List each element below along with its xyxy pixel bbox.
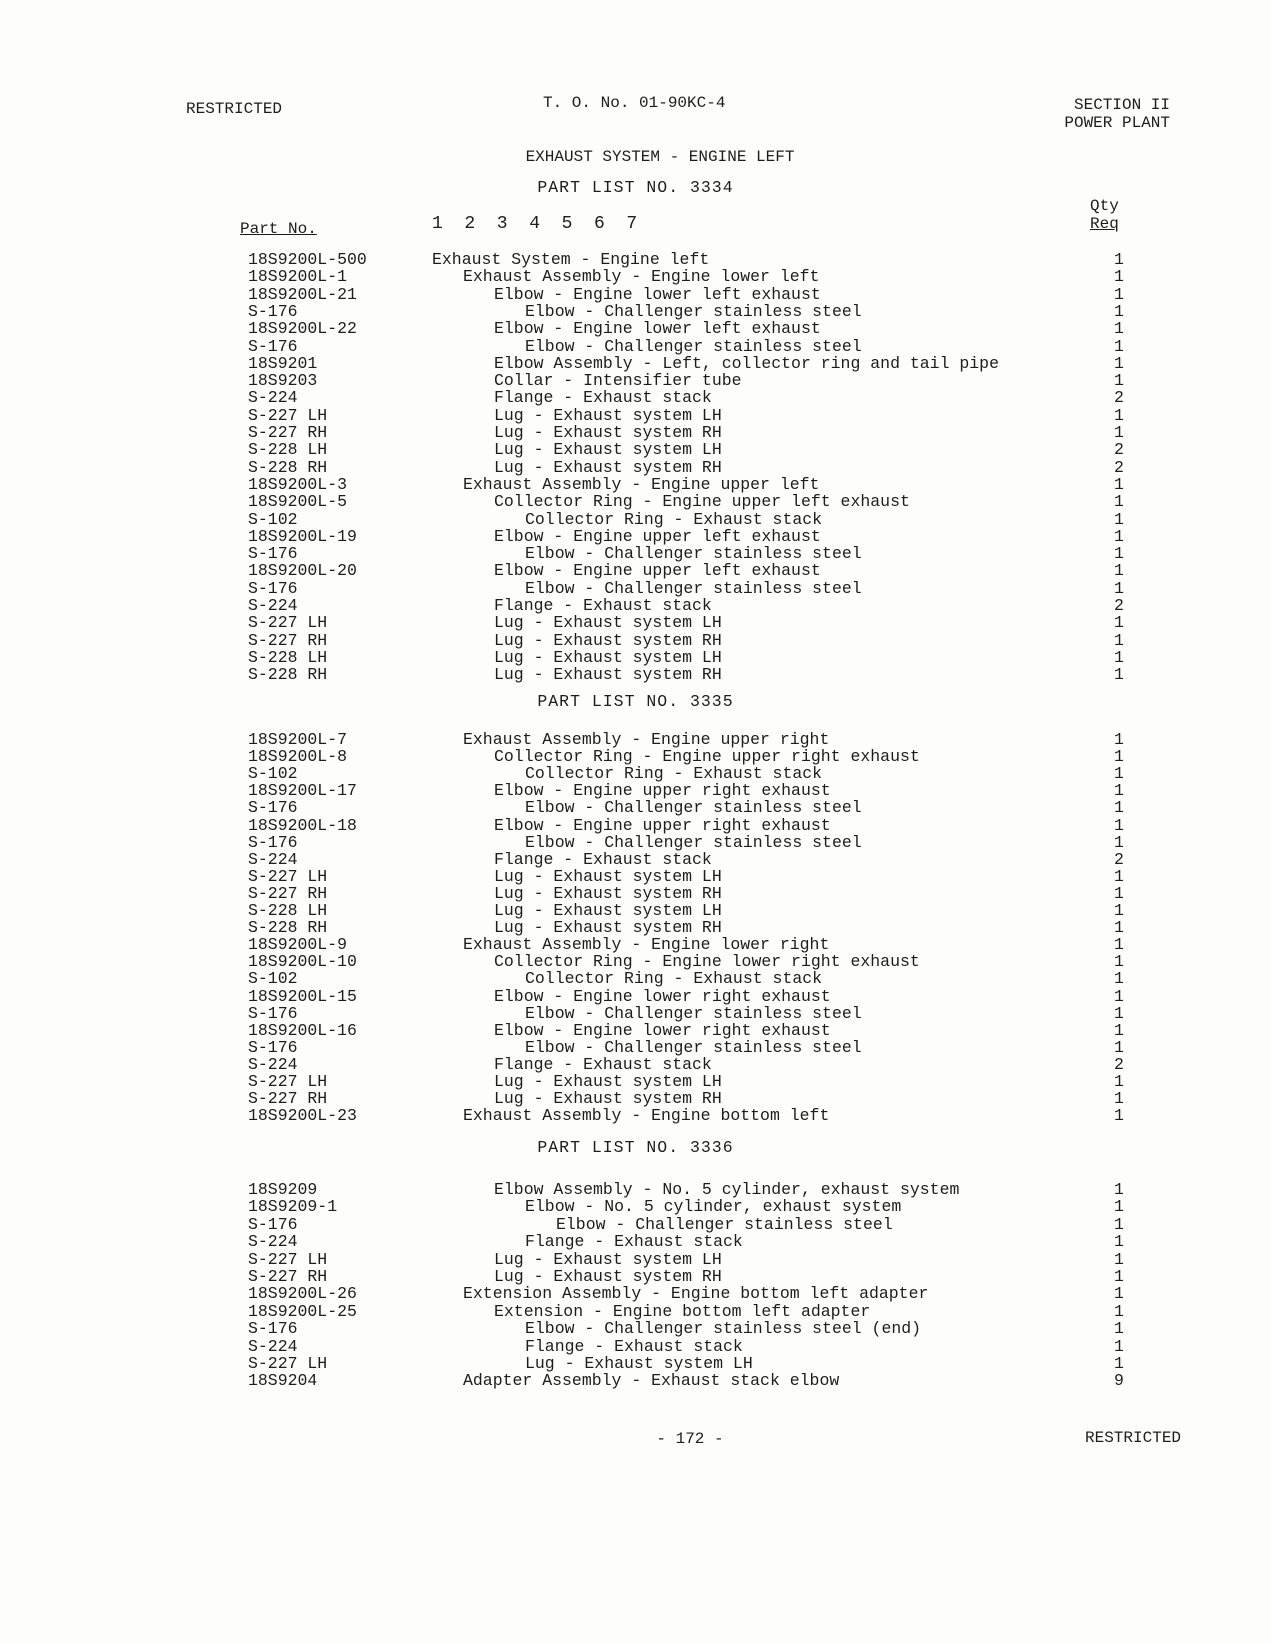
quantity-required: 1 (1114, 630, 1124, 650)
quantity-required: 1 (1114, 832, 1124, 852)
part-number: 18S9200L-21 (248, 284, 357, 304)
table-row (0, 1250, 1271, 1268)
part-number: 18S9209 (248, 1180, 318, 1199)
table-row (0, 884, 1271, 902)
part-description: Elbow Assembly - No. 5 cylinder, exhaust system (494, 1180, 960, 1199)
quantity-required: 1 (1114, 250, 1124, 269)
part-description: Elbow - Challenger stainless steel (525, 336, 862, 356)
part-number: S-227 LH (248, 866, 328, 886)
part-description: Elbow - Challenger stainless steel (525, 544, 862, 564)
quantity-required: 2 (1114, 457, 1124, 477)
quantity-required: 1 (1114, 665, 1124, 685)
part-number: 18S9204 (248, 1371, 318, 1391)
part-number: S-224 (248, 1054, 298, 1074)
part-number: S-176 (248, 798, 298, 818)
part-number: S-227 RH (248, 1089, 328, 1109)
part-description: Lug - Exhaust system LH (525, 1354, 753, 1373)
part-description: Elbow - Challenger stainless steel (525, 798, 862, 818)
quantity-required: 1 (1114, 301, 1124, 321)
table-row (0, 1354, 1271, 1372)
security-marking-top: RESTRICTED (186, 100, 283, 118)
part-description: Collector Ring - Engine upper right exhaust (494, 747, 920, 767)
part-number: 18S9200L-17 (248, 781, 357, 801)
part-number: S-227 LH (248, 1072, 328, 1091)
table-row (0, 1021, 1271, 1039)
quantity-required: 2 (1114, 440, 1124, 460)
part-number: S-228 RH (248, 665, 328, 685)
part-number: 18S9200L-3 (248, 474, 348, 494)
part-description: Lug - Exhaust system RH (494, 457, 722, 477)
quantity-required: 1 (1114, 730, 1124, 749)
table-row (0, 1197, 1271, 1215)
quantity-required: 1 (1114, 1180, 1124, 1199)
part-description: Elbow - Challenger stainless steel (525, 832, 862, 852)
quantity-required: 1 (1114, 336, 1124, 356)
quantity-required: 1 (1114, 798, 1124, 818)
quantity-required: 1 (1114, 1214, 1124, 1234)
quantity-required: 1 (1114, 952, 1124, 972)
part-description: Elbow - Engine upper left exhaust (494, 561, 821, 581)
table-row (0, 648, 1271, 666)
table-row (0, 1371, 1271, 1389)
table-row (0, 458, 1271, 476)
part-number: S-224 (248, 1336, 298, 1356)
part-description: Lug - Exhaust system LH (494, 1249, 722, 1269)
part-description: Exhaust Assembly - Engine upper right (463, 730, 830, 749)
table-row (0, 730, 1271, 748)
part-description: Lug - Exhaust system RH (494, 1089, 722, 1109)
part-number: S-228 LH (248, 901, 328, 920)
part-number: 18S9200L-16 (248, 1020, 357, 1040)
part-number: S-176 (248, 578, 298, 598)
quantity-required: 1 (1114, 1267, 1124, 1286)
table-row (0, 969, 1271, 987)
quantity-required: 1 (1114, 492, 1124, 512)
table-row (0, 781, 1271, 799)
quantity-required: 1 (1114, 613, 1124, 633)
part-number: 18S9200L-20 (248, 561, 357, 581)
table-row (0, 901, 1271, 919)
part-description: Elbow - Challenger stainless steel (525, 301, 862, 321)
table-row (0, 747, 1271, 765)
part-number: 18S9200L-25 (248, 1301, 357, 1321)
table-row (0, 1072, 1271, 1090)
part-description: Extension Assembly - Engine bottom left adapter (463, 1284, 929, 1304)
quantity-required: 1 (1114, 1301, 1124, 1321)
quantity-required: 1 (1114, 747, 1124, 767)
part-number: S-227 LH (248, 613, 328, 633)
table-row (0, 1055, 1271, 1073)
quantity-required: 1 (1114, 764, 1124, 784)
part-number: 18S9200L-19 (248, 526, 357, 546)
part-number: 18S9200L-22 (248, 319, 357, 339)
table-row (0, 1337, 1271, 1355)
quantity-required: 1 (1114, 544, 1124, 564)
table-row (0, 267, 1271, 285)
table-row (0, 285, 1271, 303)
table-row (0, 302, 1271, 320)
part-description: Lug - Exhaust system RH (494, 423, 722, 442)
part-description: Elbow - Engine lower right exhaust (494, 1020, 831, 1040)
part-description: Elbow - Engine lower right exhaust (494, 986, 831, 1006)
part-description: Flange - Exhaust stack (494, 1054, 712, 1074)
table-row (0, 1038, 1271, 1056)
part-number: S-176 (248, 544, 298, 564)
quantity-required: 1 (1114, 284, 1124, 304)
part-number: 18S9200L-18 (248, 815, 357, 835)
part-description: Lug - Exhaust system RH (494, 665, 722, 685)
column-header-qty: Qty (1090, 197, 1119, 215)
column-header-req: Req (1090, 215, 1119, 233)
part-description: Flange - Exhaust stack (525, 1232, 743, 1252)
part-number: S-102 (248, 969, 298, 989)
quantity-required: 1 (1114, 371, 1124, 391)
table-row (0, 867, 1271, 885)
table-row (0, 371, 1271, 389)
part-description: Elbow - Challenger stainless steel (525, 578, 862, 598)
part-description: Flange - Exhaust stack (494, 388, 712, 408)
quantity-required: 1 (1114, 883, 1124, 903)
table-row (0, 510, 1271, 528)
part-number: 18S9200L-10 (248, 952, 357, 972)
part-description: Exhaust Assembly - Engine lower right (463, 935, 830, 955)
part-description: Lug - Exhaust system LH (494, 613, 722, 633)
table-row (0, 337, 1271, 355)
column-header-indent-levels: 1 2 3 4 5 6 7 (432, 214, 638, 234)
quantity-required: 1 (1114, 319, 1124, 339)
part-number: 18S9200L-5 (248, 492, 348, 512)
table-row (0, 918, 1271, 936)
table-row (0, 764, 1271, 782)
quantity-required: 1 (1114, 526, 1124, 546)
part-description: Lug - Exhaust system LH (494, 901, 722, 920)
part-description: Elbow - Engine lower left exhaust (494, 284, 821, 304)
table-row (0, 631, 1271, 649)
quantity-required: 1 (1114, 1284, 1124, 1304)
table-row (0, 1267, 1271, 1285)
part-description: Lug - Exhaust system RH (494, 918, 722, 938)
quantity-required: 1 (1114, 474, 1124, 494)
table-row (0, 406, 1271, 424)
table-row (0, 1215, 1271, 1233)
part-number: S-176 (248, 1319, 298, 1339)
table-row (0, 1089, 1271, 1107)
part-description: Elbow - No. 5 cylinder, exhaust system (525, 1197, 902, 1217)
part-number: S-227 LH (248, 1249, 328, 1269)
part-description: Lug - Exhaust system LH (494, 440, 722, 460)
quantity-required: 1 (1114, 1319, 1124, 1339)
part-description: Collector Ring - Engine upper left exhaust (494, 492, 910, 512)
part-number: S-228 RH (248, 457, 328, 477)
quantity-required: 1 (1114, 353, 1124, 373)
quantity-required: 1 (1114, 901, 1124, 920)
part-description: Flange - Exhaust stack (494, 596, 712, 615)
quantity-required: 1 (1114, 1232, 1124, 1252)
part-number: S-227 RH (248, 883, 328, 903)
part-description: Exhaust Assembly - Engine upper left (463, 474, 820, 494)
part-number: 18S9200L-26 (248, 1284, 357, 1304)
quantity-required: 1 (1114, 918, 1124, 938)
page-title: EXHAUST SYSTEM - ENGINE LEFT (525, 148, 795, 166)
quantity-required: 1 (1114, 1020, 1124, 1040)
part-description: Elbow - Challenger stainless steel (525, 1037, 862, 1057)
part-description: Elbow Assembly - Left, collector ring and tail pipe (494, 353, 999, 373)
quantity-required: 1 (1114, 1072, 1124, 1091)
quantity-required: 1 (1114, 935, 1124, 955)
quantity-required: 1 (1114, 509, 1124, 529)
table-row (0, 475, 1271, 493)
table-row (0, 596, 1271, 614)
part-number: S-224 (248, 1232, 298, 1252)
part-description: Collector Ring - Exhaust stack (525, 509, 823, 529)
part-number: 18S9200L-8 (248, 747, 348, 767)
part-number: S-228 RH (248, 918, 328, 938)
quantity-required: 1 (1114, 423, 1124, 442)
page-number: - 172 - (656, 1430, 724, 1448)
part-number: S-176 (248, 301, 298, 321)
part-description: Flange - Exhaust stack (525, 1336, 743, 1356)
quantity-required: 1 (1114, 1106, 1124, 1126)
part-description: Elbow - Engine upper right exhaust (494, 781, 831, 801)
part-number: S-227 RH (248, 423, 328, 442)
part-description: Exhaust Assembly - Engine lower left (463, 267, 820, 287)
quantity-required: 1 (1114, 1037, 1124, 1057)
part-number: S-176 (248, 336, 298, 356)
quantity-required: 1 (1114, 647, 1124, 667)
part-description: Elbow - Engine upper left exhaust (494, 526, 821, 546)
quantity-required: 1 (1114, 986, 1124, 1006)
part-description: Elbow - Challenger stainless steel (525, 1003, 862, 1023)
table-row (0, 952, 1271, 970)
table-row (0, 816, 1271, 834)
quantity-required: 1 (1114, 1354, 1124, 1373)
table-row (0, 833, 1271, 851)
table-row (0, 492, 1271, 510)
part-description: Lug - Exhaust system RH (494, 1267, 722, 1286)
part-number: S-176 (248, 1214, 298, 1234)
table-row (0, 388, 1271, 406)
quantity-required: 9 (1114, 1371, 1124, 1391)
part-description: Lug - Exhaust system RH (494, 883, 722, 903)
quantity-required: 1 (1114, 815, 1124, 835)
table-row (0, 1004, 1271, 1022)
part-description: Lug - Exhaust system RH (494, 630, 722, 650)
part-number: S-224 (248, 388, 298, 408)
part-number: 18S9200L-1 (248, 267, 348, 287)
part-number: 18S9209-1 (248, 1197, 338, 1217)
table-row (0, 1302, 1271, 1320)
quantity-required: 2 (1114, 1054, 1124, 1074)
table-row (0, 250, 1271, 268)
part-description: Lug - Exhaust system LH (494, 866, 722, 886)
part-description: Collector Ring - Exhaust stack (525, 969, 823, 989)
quantity-required: 1 (1114, 1249, 1124, 1269)
part-number: 18S9200L-15 (248, 986, 357, 1006)
quantity-required: 1 (1114, 1089, 1124, 1109)
table-row (0, 1232, 1271, 1250)
table-row (0, 579, 1271, 597)
part-number: S-224 (248, 596, 298, 615)
quantity-required: 2 (1114, 849, 1124, 869)
quantity-required: 1 (1114, 1336, 1124, 1356)
quantity-required: 1 (1114, 405, 1124, 425)
part-number: 18S9201 (248, 353, 318, 373)
section-label: SECTION II (1073, 96, 1170, 114)
part-description: Flange - Exhaust stack (494, 849, 712, 869)
part-number: 18S9203 (248, 371, 318, 391)
part-number: S-102 (248, 764, 298, 784)
table-row (0, 1284, 1271, 1302)
table-row (0, 850, 1271, 868)
part-number: 18S9200L-500 (248, 250, 367, 269)
part-number: S-227 RH (248, 630, 328, 650)
part-description: Lug - Exhaust system LH (494, 1072, 722, 1091)
part-number: S-227 RH (248, 1267, 328, 1286)
quantity-required: 2 (1114, 388, 1124, 408)
quantity-required: 1 (1114, 866, 1124, 886)
table-row (0, 1180, 1271, 1198)
quantity-required: 1 (1114, 267, 1124, 287)
part-description: Extension - Engine bottom left adapter (494, 1301, 871, 1321)
part-description: Elbow - Engine upper right exhaust (494, 815, 831, 835)
table-row (0, 1106, 1271, 1124)
part-description: Collector Ring - Exhaust stack (525, 764, 823, 784)
part-description: Adapter Assembly - Exhaust stack elbow (463, 1371, 840, 1391)
table-row (0, 935, 1271, 953)
security-marking-bottom: RESTRICTED (1085, 1429, 1182, 1447)
part-description: Elbow - Engine lower left exhaust (494, 319, 821, 339)
part-list-title: PART LIST NO. 3335 (537, 692, 734, 711)
table-row (0, 423, 1271, 441)
quantity-required: 1 (1114, 561, 1124, 581)
table-row (0, 561, 1271, 579)
quantity-required: 2 (1114, 596, 1124, 615)
part-description: Lug - Exhaust system LH (494, 647, 722, 667)
table-row (0, 544, 1271, 562)
part-number: S-228 LH (248, 647, 328, 667)
part-description: Exhaust Assembly - Engine bottom left (463, 1106, 830, 1126)
table-row (0, 440, 1271, 458)
part-number: S-176 (248, 1003, 298, 1023)
part-number: S-227 LH (248, 405, 328, 425)
table-row (0, 319, 1271, 337)
part-number: S-176 (248, 832, 298, 852)
part-description: Collector Ring - Engine lower right exhaust (494, 952, 920, 972)
table-row (0, 527, 1271, 545)
column-header-part-no: Part No. (240, 220, 317, 238)
quantity-required: 1 (1114, 781, 1124, 801)
part-description: Collar - Intensifier tube (494, 371, 742, 391)
part-description: Exhaust System - Engine left (432, 250, 710, 269)
part-number: S-176 (248, 1037, 298, 1057)
section-name: POWER PLANT (1064, 114, 1170, 132)
table-row (0, 613, 1271, 631)
table-row (0, 987, 1271, 1005)
part-number: 18S9200L-7 (248, 730, 348, 749)
part-number: S-224 (248, 849, 298, 869)
quantity-required: 1 (1114, 969, 1124, 989)
tech-order-number: T. O. No. 01-90KC-4 (543, 94, 726, 112)
part-description: Elbow - Challenger stainless steel (556, 1214, 893, 1234)
part-number: S-102 (248, 509, 298, 529)
table-row (0, 1319, 1271, 1337)
quantity-required: 1 (1114, 1003, 1124, 1023)
table-row (0, 798, 1271, 816)
quantity-required: 1 (1114, 578, 1124, 598)
part-number: 18S9200L-9 (248, 935, 348, 955)
part-description: Lug - Exhaust system LH (494, 405, 722, 425)
table-row (0, 354, 1271, 372)
part-list-title: PART LIST NO. 3334 (537, 178, 734, 197)
part-list-title: PART LIST NO. 3336 (537, 1138, 734, 1157)
part-description: Elbow - Challenger stainless steel (end) (525, 1319, 922, 1339)
part-number: S-228 LH (248, 440, 328, 460)
quantity-required: 1 (1114, 1197, 1124, 1217)
part-number: S-227 LH (248, 1354, 328, 1373)
table-row (0, 665, 1271, 683)
part-number: 18S9200L-23 (248, 1106, 357, 1126)
